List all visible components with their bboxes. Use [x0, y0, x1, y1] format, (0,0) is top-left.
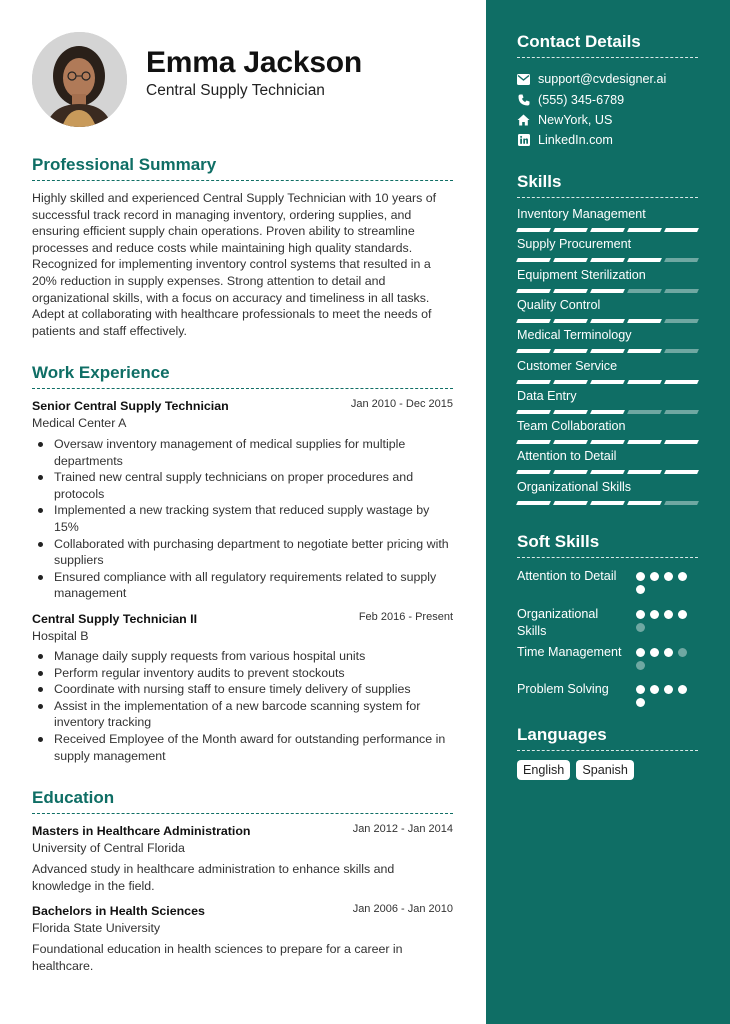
skill-level-segment — [553, 349, 588, 353]
candidate-name: Emma Jackson — [146, 46, 363, 79]
contact-location — [517, 111, 612, 129]
skill-level-segment — [553, 289, 588, 293]
skill-level-segment — [516, 440, 551, 444]
job-date: Jan 2010 - Dec 2015 — [350, 398, 453, 410]
skill-level-segment — [664, 470, 699, 474]
section-divider — [32, 388, 453, 389]
skill-level-segment — [664, 258, 699, 262]
skill-level-segment — [553, 410, 588, 414]
summary-text: Highly skilled and experienced Central Supply Technician with 10 years of successful track record in managing inventory, ordering supplies, and ensuring efficient supply chain operations. Proven ability to streamline processes and reduce costs while maintaining high quality standards. Recognized for implementing inventory control systems that resulted in a 20% reduction in supply expenses. Strong attention to detail and organizational skills, with a focus on accuracy and timeliness in all tasks. Adept at collaborating with healthcare professionals to meet the needs of patients and staff effectively. — [32, 191, 437, 338]
soft-skill-rating — [636, 648, 696, 670]
skill-level-segment — [516, 410, 551, 414]
job-date: Feb 2016 - Present — [358, 611, 453, 623]
skill-level-segment — [590, 258, 625, 262]
skill-level-bar — [517, 289, 698, 293]
skill-level-bar — [517, 319, 698, 323]
rating-dot — [664, 648, 673, 657]
soft-skill-rating — [636, 610, 696, 632]
contact-phone[interactable] — [517, 91, 624, 109]
rating-dot — [664, 685, 673, 694]
avatar — [32, 32, 127, 127]
soft-skill-label: Attention to Detail — [517, 569, 617, 583]
skill-level-segment — [627, 349, 662, 353]
list-item: Coordinate with nursing staff to ensure timely delivery of supplies — [32, 681, 453, 698]
job-bullets — [32, 436, 453, 602]
skill-label: Customer Service — [517, 358, 618, 373]
rating-dot — [650, 648, 659, 657]
skill-level-segment — [516, 258, 551, 262]
job-organization: Medical Center A — [32, 416, 127, 430]
home-icon — [517, 114, 530, 127]
contact-email[interactable] — [517, 70, 666, 88]
skill-level-segment — [516, 289, 551, 293]
skill-level-segment — [553, 470, 588, 474]
email-text: support@cvdesigner.ai — [538, 72, 667, 86]
skill-level-bar — [517, 228, 698, 232]
skill-level-segment — [664, 319, 699, 323]
rating-dot — [678, 685, 687, 694]
skill-level-bar — [517, 258, 698, 262]
rating-dot — [678, 648, 687, 657]
rating-dot — [636, 585, 645, 594]
section-divider — [517, 557, 698, 558]
section-divider — [517, 197, 698, 198]
languages-list — [517, 760, 634, 780]
linkedin-text: LinkedIn.com — [538, 133, 613, 147]
language-badge: Spanish — [576, 760, 634, 780]
skill-label: Data Entry — [517, 388, 577, 403]
rating-dot — [650, 572, 659, 581]
education-heading: Education — [32, 788, 115, 807]
summary-heading: Professional Summary — [32, 155, 217, 174]
rating-dot — [636, 572, 645, 581]
skill-level-segment — [627, 470, 662, 474]
section-divider — [517, 750, 698, 751]
skill-label: Quality Control — [517, 297, 601, 312]
section-divider — [32, 180, 453, 181]
skill-level-segment — [516, 349, 551, 353]
section-divider — [517, 57, 698, 58]
skill-level-bar — [517, 440, 698, 444]
skill-level-segment — [553, 440, 588, 444]
list-item: Manage daily supply requests from various hospital units — [32, 648, 453, 665]
job-bullets — [32, 648, 453, 764]
degree-title: Masters in Healthcare Administration — [32, 824, 251, 838]
languages-heading: Languages — [517, 725, 607, 744]
skill-level-segment — [664, 440, 699, 444]
skill-level-segment — [553, 228, 588, 232]
skill-level-segment — [516, 470, 551, 474]
soft-skill-rating — [636, 572, 696, 594]
list-item: Implemented a new tracking system that reduced supply wastage by 15% — [32, 502, 453, 535]
skill-level-segment — [553, 501, 588, 505]
rating-dot — [678, 572, 687, 581]
skill-label: Team Collaboration — [517, 419, 626, 434]
contact-heading: Contact Details — [517, 32, 641, 51]
skill-level-segment — [664, 228, 699, 232]
skill-level-bar — [517, 410, 698, 414]
skill-level-segment — [553, 319, 588, 323]
skill-level-segment — [664, 501, 699, 505]
education-description: Advanced study in healthcare administration to enhance skills and knowledge in the field. — [32, 862, 395, 893]
list-item: Received Employee of the Month award for outstanding performance in supply management — [32, 731, 453, 764]
skill-level-segment — [516, 501, 551, 505]
skill-label: Medical Terminology — [517, 328, 632, 343]
skill-level-segment — [553, 258, 588, 262]
list-item: Perform regular inventory audits to prevent stockouts — [32, 665, 453, 682]
skill-level-segment — [590, 349, 625, 353]
skill-label: Equipment Sterilization — [517, 267, 646, 282]
skill-level-segment — [664, 410, 699, 414]
skill-level-segment — [627, 228, 662, 232]
language-badge: English — [517, 760, 570, 780]
skill-level-segment — [516, 380, 551, 384]
school-name: Florida State University — [32, 921, 161, 935]
list-item: Ensured compliance with all regulatory requirements related to supply management — [32, 569, 453, 602]
list-item: Assist in the implementation of a new barcode scanning system for inventory tracking — [32, 698, 453, 731]
rating-dot — [636, 698, 645, 707]
skill-level-segment — [627, 319, 662, 323]
skill-level-bar — [517, 380, 698, 384]
skill-level-segment — [627, 258, 662, 262]
job-organization: Hospital B — [32, 629, 89, 643]
rating-dot — [678, 610, 687, 619]
soft-skills-heading: Soft Skills — [517, 532, 600, 551]
skill-level-segment — [590, 410, 625, 414]
skill-level-segment — [664, 349, 699, 353]
soft-skill-label: Time Management — [517, 645, 622, 659]
skill-level-bar — [517, 470, 698, 474]
rating-dot — [636, 661, 645, 670]
skill-level-segment — [590, 319, 625, 323]
job-title: Central Supply Technician II — [32, 612, 198, 626]
skill-level-segment — [627, 380, 662, 384]
school-name: University of Central Florida — [32, 841, 185, 855]
skill-level-segment — [590, 470, 625, 474]
skill-level-segment — [627, 410, 662, 414]
skill-level-segment — [627, 440, 662, 444]
skill-level-segment — [664, 289, 699, 293]
list-item: Trained new central supply technicians on proper procedures and protocols — [32, 469, 453, 502]
rating-dot — [636, 685, 645, 694]
candidate-title: Central Supply Technician — [146, 82, 325, 99]
degree-title: Bachelors in Health Sciences — [32, 904, 205, 918]
linkedin-icon — [517, 134, 530, 147]
skill-level-segment — [516, 319, 551, 323]
skill-level-segment — [516, 228, 551, 232]
location-text: NewYork, US — [538, 113, 613, 127]
sidebar — [486, 0, 730, 1024]
list-item: Collaborated with purchasing department to negotiate better pricing with suppliers — [32, 536, 453, 569]
skill-level-segment — [590, 289, 625, 293]
skill-label: Inventory Management — [517, 207, 646, 221]
skill-level-bar — [517, 349, 698, 353]
rating-dot — [664, 610, 673, 619]
phone-icon — [517, 94, 530, 107]
skills-heading: Skills — [517, 172, 562, 191]
rating-dot — [664, 572, 673, 581]
phone-text: (555) 345-6789 — [538, 93, 625, 107]
skill-label: Supply Procurement — [517, 237, 632, 252]
skill-level-bar — [517, 501, 698, 505]
skill-label: Attention to Detail — [517, 449, 617, 464]
skill-level-segment — [590, 501, 625, 505]
skill-level-segment — [553, 380, 588, 384]
experience-heading: Work Experience — [32, 363, 170, 382]
education-description: Foundational education in health sciences to prepare for a career in healthcare. — [32, 942, 403, 973]
skill-level-segment — [627, 289, 662, 293]
section-divider — [32, 813, 453, 814]
rating-dot — [650, 610, 659, 619]
rating-dot — [636, 648, 645, 657]
rating-dot — [636, 623, 645, 632]
soft-skill-label: Organizational Skills — [517, 607, 599, 638]
skill-level-segment — [627, 501, 662, 505]
skill-label: Organizational Skills — [517, 479, 632, 494]
education-date: Jan 2006 - Jan 2010 — [352, 903, 453, 915]
list-item: Oversaw inventory management of medical supplies for multiple departments — [32, 436, 453, 469]
envelope-icon — [517, 73, 530, 86]
job-title: Senior Central Supply Technician — [32, 399, 229, 413]
contact-linkedin[interactable] — [517, 131, 613, 149]
rating-dot — [636, 610, 645, 619]
skill-level-segment — [590, 380, 625, 384]
soft-skill-label: Problem Solving — [517, 682, 609, 696]
skill-level-segment — [590, 440, 625, 444]
soft-skill-rating — [636, 685, 696, 707]
rating-dot — [650, 685, 659, 694]
education-date: Jan 2012 - Jan 2014 — [352, 823, 453, 835]
skill-level-segment — [664, 380, 699, 384]
skill-level-segment — [590, 228, 625, 232]
